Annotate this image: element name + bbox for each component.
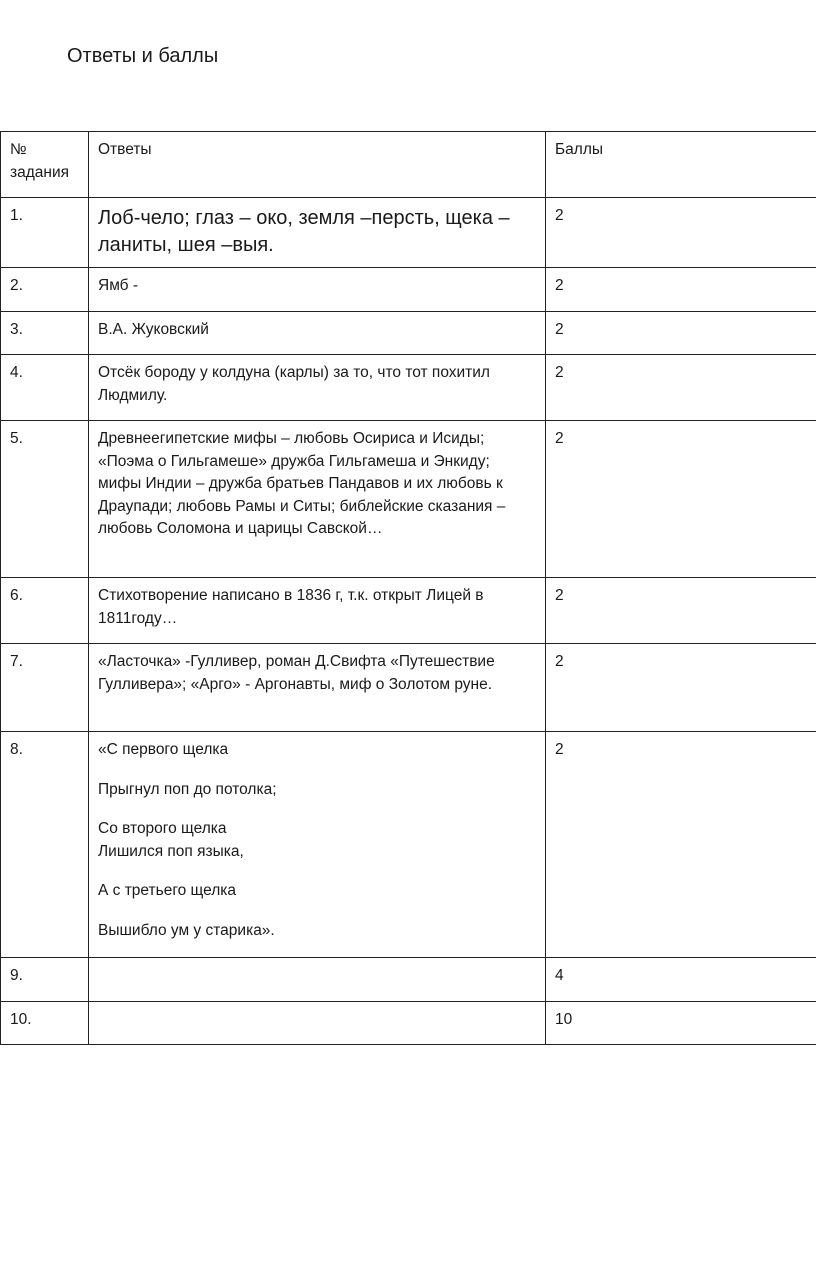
points-cell: 2: [546, 421, 816, 578]
answers-table: [0, 131, 816, 1045]
table-row: [1, 421, 816, 578]
header-task-number: № задания: [1, 132, 89, 198]
poem-line: «С первого щелка: [98, 741, 229, 758]
header-points: Баллы: [546, 132, 816, 198]
table-row: [1, 198, 816, 268]
task-number: 5.: [1, 421, 89, 578]
points-cell: 2: [546, 355, 816, 421]
table-row: [1, 1002, 816, 1045]
task-number: 3.: [1, 312, 89, 355]
points-cell: 2: [546, 268, 816, 312]
answer-cell: В.А. Жуковский: [89, 312, 546, 355]
points-cell: 2: [546, 578, 816, 644]
answer-cell: Древнеегипетские мифы – любовь Осириса и Исиды; «Поэма о Гильгамеше» дружба Гильгамеша и Энкиду; мифы Индии – дружба братьев Пандавов и их любовь к Драупади; любовь Рамы и Ситы; библейские сказания – любовь Соломона и царицы Савской…: [89, 421, 546, 578]
table-row: [1, 578, 816, 644]
answer-cell: [89, 732, 546, 958]
poem-line: Вышибло ум у старика».: [98, 921, 275, 939]
header-answers: Ответы: [89, 132, 546, 198]
task-number: 8.: [1, 732, 89, 958]
table-row: [1, 268, 816, 312]
table-row: [1, 312, 816, 355]
task-number: 9.: [1, 958, 89, 1002]
answer-cell: «Ласточка» -Гулливер, роман Д.Свифта «Путешествие Гулливера»; «Арго» - Аргонавты, миф о Золотом руне.: [89, 644, 546, 732]
poem-line: Лишился поп языка,: [98, 842, 244, 860]
answer-cell: Отсёк бороду у колдуна (карлы) за то, что тот похитил Людмилу.: [89, 355, 546, 421]
task-number: 1.: [1, 198, 89, 268]
table-row: [1, 355, 816, 421]
table-row: [1, 732, 816, 958]
table-row: [1, 644, 816, 732]
poem-line: Прыгнул поп до потолка;: [98, 780, 277, 798]
page-title: Ответы и баллы: [67, 45, 219, 67]
answer-cell: [89, 1002, 546, 1045]
points-cell: 2: [546, 198, 816, 268]
poem-line: Со второго щелка: [98, 820, 227, 837]
task-number: 4.: [1, 355, 89, 421]
task-number: 7.: [1, 644, 89, 732]
task-number: 2.: [1, 268, 89, 312]
points-cell: 2: [546, 312, 816, 355]
table-header-row: [1, 132, 816, 198]
points-cell: 2: [546, 732, 816, 958]
poem-line: А с третьего щелка: [98, 882, 237, 899]
answer-cell: Ямб -: [89, 268, 546, 312]
answer-cell: [89, 198, 546, 268]
poem-stanza: [98, 818, 536, 863]
task-number: 6.: [1, 578, 89, 644]
points-cell: 2: [546, 644, 816, 732]
answer-text: Лоб-чело; глаз – око, земля –персть, щека – ланиты, шея –выя.: [98, 207, 510, 256]
points-cell: 10: [546, 1002, 816, 1045]
task-number: 10.: [1, 1002, 89, 1045]
answer-cell: Стихотворение написано в 1836 г, т.к. открыт Лицей в 1811году…: [89, 578, 546, 644]
answer-cell: [89, 958, 546, 1002]
table-row: [1, 958, 816, 1002]
points-cell: 4: [546, 958, 816, 1002]
